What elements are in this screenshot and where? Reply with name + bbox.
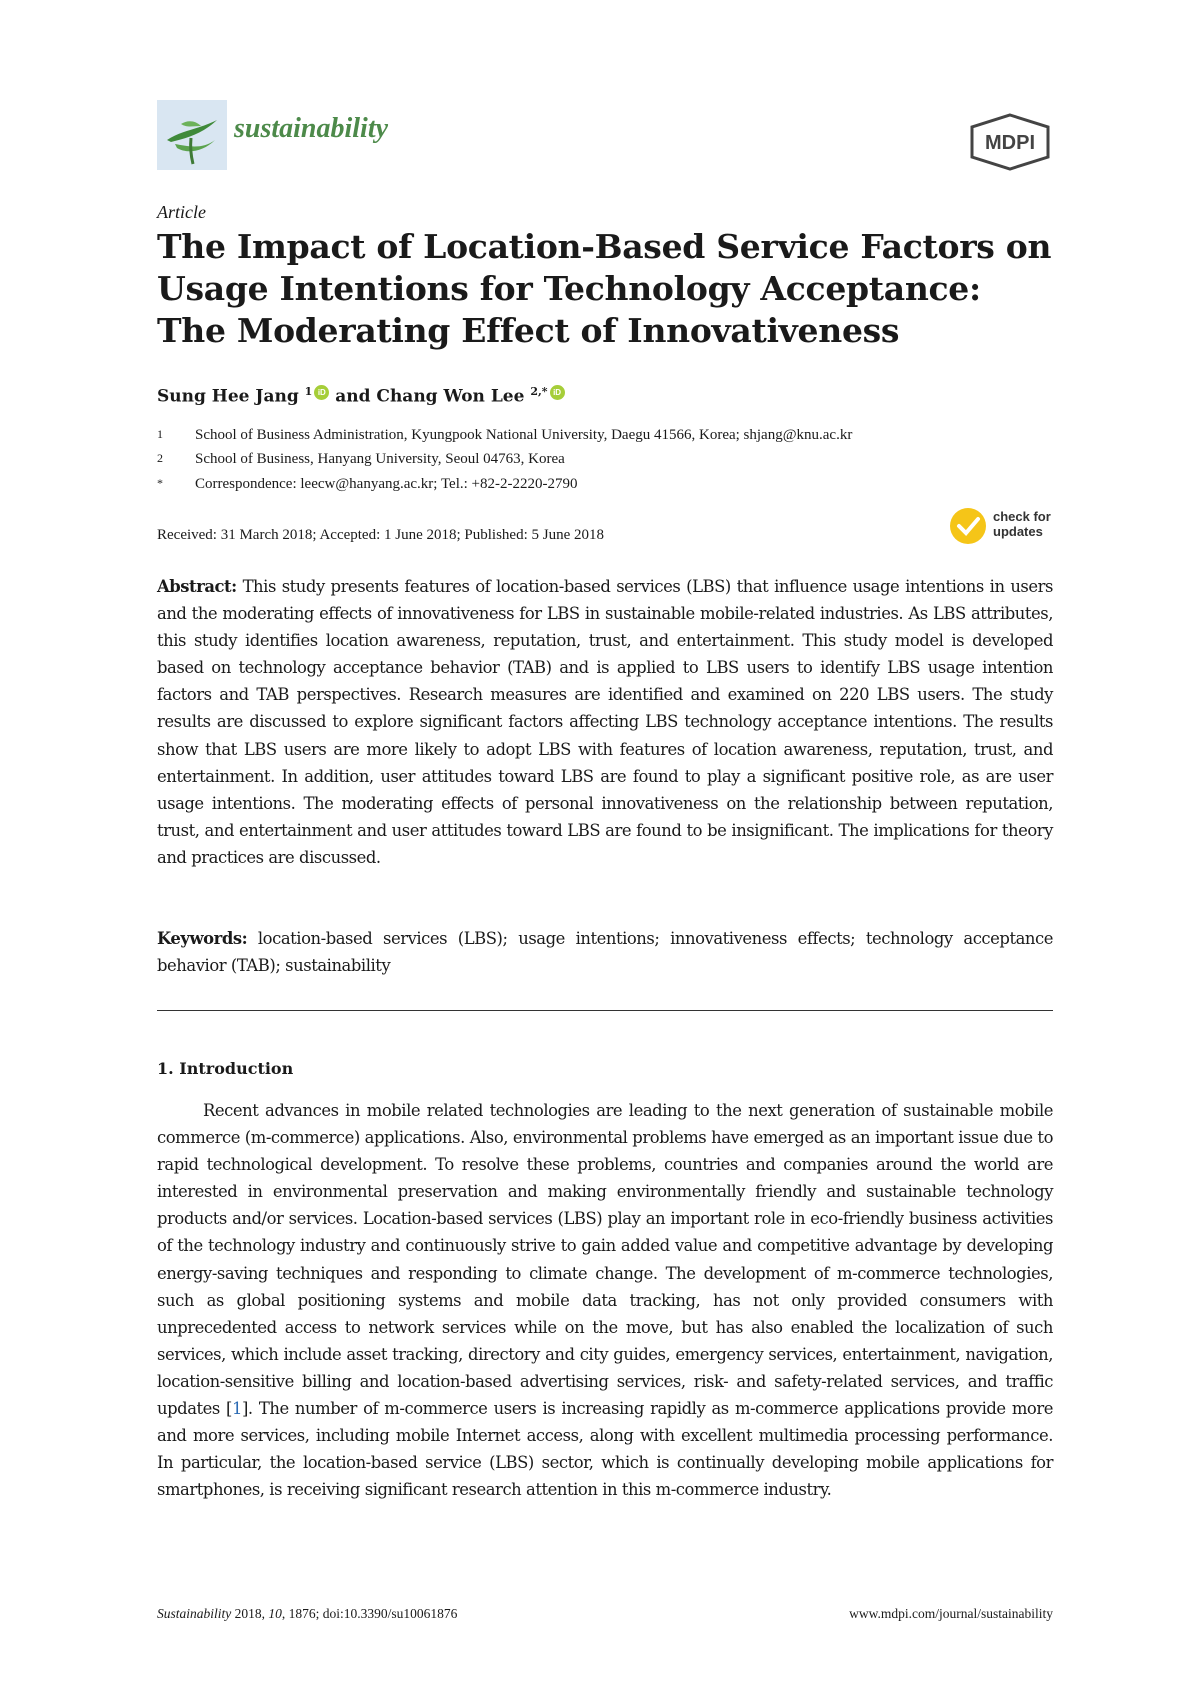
affiliation-item [157,451,565,468]
leaf-icon [157,100,227,170]
author-name[interactable]: Chang Won Lee [376,386,525,407]
abstract-label: Abstract: [157,577,237,596]
author-name[interactable]: Sung Hee Jang [157,386,299,407]
keywords-text: location-based services (LBS); usage intentions; innovativeness effects; technology acceptance behavior (TAB); sustainability [157,929,1053,976]
affiliation-mark: 2 [157,451,163,465]
citation-link[interactable]: 1 [232,1399,242,1419]
intro-text: Recent advances in mobile related technologies are leading to the next generation of sustainable mobile commerce (m-commerce) applications. Also, environmental problems have emerged as an important issue due to rapid technological development. To resolve these problems, countries and companies around the world are interested in environmental preservation and making environmentally friendly and sustainable technology products and/or services. Location-based services (LBS) play an important role in eco-friendly business activities of the technology industry and continuously strive to gain added value and competitive advantage by developing energy-saving techniques and responding to climate change. The development of m-commerce technologies, such as global positioning systems and mobile data tracking, has not only provided consumers with unprecedented access to network services while on the move, but has also enabled the localization of such services, which include asset tracking, directory and city guides, emergency services, entertainment, navigation, location-sensitive billing and location-based advertising services, risk- and safety-related services, and traffic updates [ [157,1101,1053,1419]
affiliation-text: School of Business Administration, Kyungpook National University, Daegu 41566, Korea; shjang@knu.ac.kr [195,427,853,443]
publisher-text: MDPI [985,132,1035,154]
check-for-updates-text [993,509,1051,539]
check-updates-line1: check for [993,509,1051,524]
footer-doi[interactable]: , 1876; doi:10.3390/su10061876 [281,1606,458,1621]
affiliation-mark: * [157,476,163,490]
affiliation-item [157,476,578,493]
abstract [157,573,1053,871]
footer-volume: 10 [268,1606,282,1621]
author-list [157,385,565,407]
abstract-text: This study presents features of location-based services (LBS) that influence usage intentions in users and the moderating effects of innovativeness for LBS in sustainable mobile-related industries. As LBS attributes, this study identifies location awareness, reputation, trust, and entertainment. This study model is developed based on technology acceptance behavior (TAB) and is applied to LBS users to identify LBS usage intention factors and TAB perspectives. Research measures are identified and examined on 220 LBS users. The study results are discussed to explore significant factors affecting LBS technology acceptance intentions. The results show that LBS users are more likely to adopt LBS with features of location awareness, reputation, trust, and entertainment. In addition, user attitudes toward LBS are found to play a significant positive role, as are user usage intentions. The moderating effects of personal innovativeness on the relationship between reputation, trust, and entertainment and user attitudes toward LBS are found to be insignificant. The implications for theory and practices are discussed. [157,577,1053,867]
mdpi-logo [968,113,1052,171]
footer-citation [157,1606,457,1622]
footer-url[interactable]: www.mdpi.com/journal/sustainability [849,1606,1053,1621]
divider [157,1010,1053,1011]
affiliation-mark: 1 [157,427,163,441]
affiliation-text: School of Business, Hanyang University, Seoul 04763, Korea [195,451,565,467]
introduction-paragraph [157,1097,1053,1503]
section-heading: 1. Introduction [157,1059,294,1078]
publication-dates: Received: 31 March 2018; Accepted: 1 June 2018; Published: 5 June 2018 [157,527,605,543]
check-updates-line2: updates [993,524,1043,539]
orcid-icon[interactable]: iD [314,385,329,400]
page-title: The Impact of Location-Based Service Factors on Usage Intentions for Technology Acceptance: The Moderating Effect of Innovativeness [157,227,1052,350]
article-type: Article [157,202,206,222]
journal-name: sustainability [234,113,389,144]
affiliation-superscript: 2,* [530,385,548,398]
affiliation-item [157,427,852,444]
author-connector: and [335,386,371,407]
check-icon [948,506,988,546]
keywords [157,925,1053,979]
orcid-icon[interactable]: iD [550,385,565,400]
footer-journal: Sustainability [157,1606,232,1621]
intro-text-cont: ]. The number of m-commerce users is increasing rapidly as m-commerce applications provide more and more services, including mobile Internet access, along with excellent multimedia processing performance. In particular, the location-based service (LBS) sector, which is continually developing mobile applications for smartphones, is receiving significant research attention in this m-commerce industry. [157,1399,1053,1500]
footer-year: 2018, [231,1606,269,1621]
affiliation-text: Correspondence: leecw@hanyang.ac.kr; Tel.: +82-2-2220-2790 [195,476,578,492]
keywords-label: Keywords: [157,929,248,948]
journal-logo [157,100,227,170]
affiliation-superscript: 1 [304,385,313,398]
